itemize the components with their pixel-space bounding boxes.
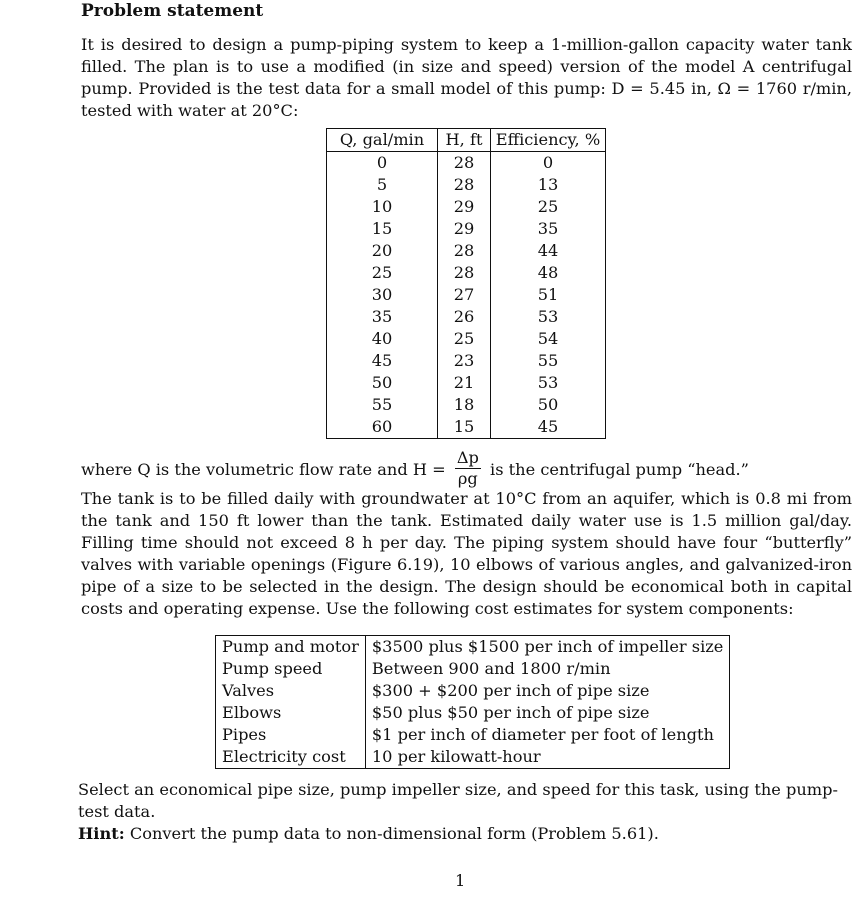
table-row bbox=[327, 416, 606, 439]
flow-cell: 15 bbox=[327, 218, 438, 240]
efficiency-cell: 48 bbox=[537, 263, 559, 282]
table-row bbox=[327, 328, 606, 350]
cost-cell: 10 per kilowatt-hour bbox=[371, 747, 541, 766]
head-cell: 27 bbox=[438, 284, 491, 306]
column-header-efficiency: Efficiency, % bbox=[491, 129, 606, 152]
cost-cell: $1 per inch of diameter per foot of length bbox=[371, 725, 714, 744]
head-cell: 15 bbox=[438, 416, 491, 439]
cost-cell: $3500 plus $1500 per inch of impeller size bbox=[371, 637, 724, 656]
cost-cell: Between 900 and 1800 r/min bbox=[371, 659, 611, 678]
flow-cell: 10 bbox=[327, 196, 438, 218]
pump-table-header-row bbox=[327, 129, 606, 152]
component-cell: Pipes bbox=[216, 724, 366, 746]
problem-heading: Problem statement bbox=[81, 1, 264, 21]
flow-cell: 40 bbox=[327, 328, 438, 350]
efficiency-cell: 45 bbox=[537, 417, 559, 436]
cost-cell: $50 plus $50 per inch of pipe size bbox=[371, 703, 650, 722]
flow-cell: 0 bbox=[327, 152, 438, 175]
efficiency-cell: 0 bbox=[542, 153, 554, 172]
efficiency-cell: 44 bbox=[537, 241, 559, 260]
table-row bbox=[216, 724, 730, 746]
head-fraction bbox=[455, 448, 481, 489]
flow-cell: 35 bbox=[327, 306, 438, 328]
efficiency-cell: 50 bbox=[537, 395, 559, 414]
closing-paragraph: Select an economical pipe size, pump impeller size, and speed for this task, using the pump-test data. bbox=[78, 780, 838, 821]
efficiency-cell: 53 bbox=[537, 373, 559, 392]
flow-cell: 55 bbox=[327, 394, 438, 416]
head-cell: 29 bbox=[438, 218, 491, 240]
page-number: 1 bbox=[455, 871, 466, 890]
cost-cell: $300 + $200 per inch of pipe size bbox=[371, 681, 650, 700]
table-row bbox=[327, 306, 606, 328]
flow-cell: 50 bbox=[327, 372, 438, 394]
table-row bbox=[216, 746, 730, 769]
head-cell: 18 bbox=[438, 394, 491, 416]
table-row bbox=[216, 658, 730, 680]
hint-label: Hint: bbox=[78, 824, 125, 843]
head-cell: 23 bbox=[438, 350, 491, 372]
head-definition bbox=[81, 450, 749, 491]
head-cell: 28 bbox=[438, 262, 491, 284]
table-row bbox=[327, 174, 606, 196]
table-row bbox=[327, 240, 606, 262]
pump-test-table bbox=[326, 128, 606, 439]
component-cell: Valves bbox=[216, 680, 366, 702]
table-row bbox=[327, 196, 606, 218]
head-definition-text: where Q is the volumetric flow rate and H = bbox=[81, 460, 446, 479]
column-header-head: H, ft bbox=[438, 129, 491, 152]
body-paragraph: The tank is to be filled daily with groundwater at 10°C from an aquifer, which is 0.8 mi from the tank and 150 ft lower than the tank. Estimated daily water use is 1.5 million gal/day. Filling time should not exceed 8 h per day. The piping system should have four “butterfly” valves with variable openings (Figure 6.19), 10 elbows of various angles, and galvanized-iron pipe of a size to be selected in the design. The design should be economical both in capital costs and operating expense. Use the following cost estimates for system components: bbox=[81, 489, 852, 618]
head-cell: 25 bbox=[438, 328, 491, 350]
pump-table-body bbox=[327, 152, 606, 439]
flow-cell: 30 bbox=[327, 284, 438, 306]
head-cell: 28 bbox=[438, 152, 491, 175]
table-row bbox=[216, 680, 730, 702]
component-cell: Pump and motor bbox=[216, 636, 366, 659]
head-cell: 29 bbox=[438, 196, 491, 218]
table-row bbox=[327, 152, 606, 175]
head-definition-tail: is the centrifugal pump “head.” bbox=[490, 460, 749, 479]
head-cell: 28 bbox=[438, 174, 491, 196]
head-cell: 26 bbox=[438, 306, 491, 328]
flow-cell: 20 bbox=[327, 240, 438, 262]
column-header-flow: Q, gal/min bbox=[327, 129, 438, 152]
table-row bbox=[327, 218, 606, 240]
table-row bbox=[327, 394, 606, 416]
table-row bbox=[327, 284, 606, 306]
flow-cell: 60 bbox=[327, 416, 438, 439]
fraction-numerator: Δp bbox=[456, 448, 479, 467]
cost-estimate-table bbox=[215, 635, 730, 769]
table-row bbox=[216, 636, 730, 659]
efficiency-cell: 53 bbox=[537, 307, 559, 326]
fraction-denominator: ρg bbox=[457, 469, 478, 488]
table-row bbox=[216, 702, 730, 724]
intro-paragraph: It is desired to design a pump-piping system to keep a 1-million-gallon capacity water tank filled. The plan is to use a modified (in size and speed) version of the model A centrifugal pump. Provided is the test data for a small model of this pump: D = 5.45 in, Ω = 1760 r/min, tested with water at 20°C: bbox=[81, 35, 852, 120]
hint-text: Convert the pump data to non-dimensional form (Problem 5.61). bbox=[129, 824, 659, 843]
efficiency-cell: 55 bbox=[537, 351, 559, 370]
efficiency-cell: 13 bbox=[537, 175, 559, 194]
head-cell: 28 bbox=[438, 240, 491, 262]
efficiency-cell: 35 bbox=[537, 219, 559, 238]
component-cell: Electricity cost bbox=[216, 746, 366, 769]
flow-cell: 25 bbox=[327, 262, 438, 284]
table-row bbox=[327, 350, 606, 372]
hint-line bbox=[78, 823, 659, 845]
table-row bbox=[327, 262, 606, 284]
head-cell: 21 bbox=[438, 372, 491, 394]
component-cell: Elbows bbox=[216, 702, 366, 724]
efficiency-cell: 25 bbox=[537, 197, 559, 216]
efficiency-cell: 51 bbox=[537, 285, 559, 304]
component-cell: Pump speed bbox=[216, 658, 366, 680]
flow-cell: 45 bbox=[327, 350, 438, 372]
cost-table-body bbox=[216, 636, 730, 769]
flow-cell: 5 bbox=[327, 174, 438, 196]
efficiency-cell: 54 bbox=[537, 329, 559, 348]
table-row bbox=[327, 372, 606, 394]
